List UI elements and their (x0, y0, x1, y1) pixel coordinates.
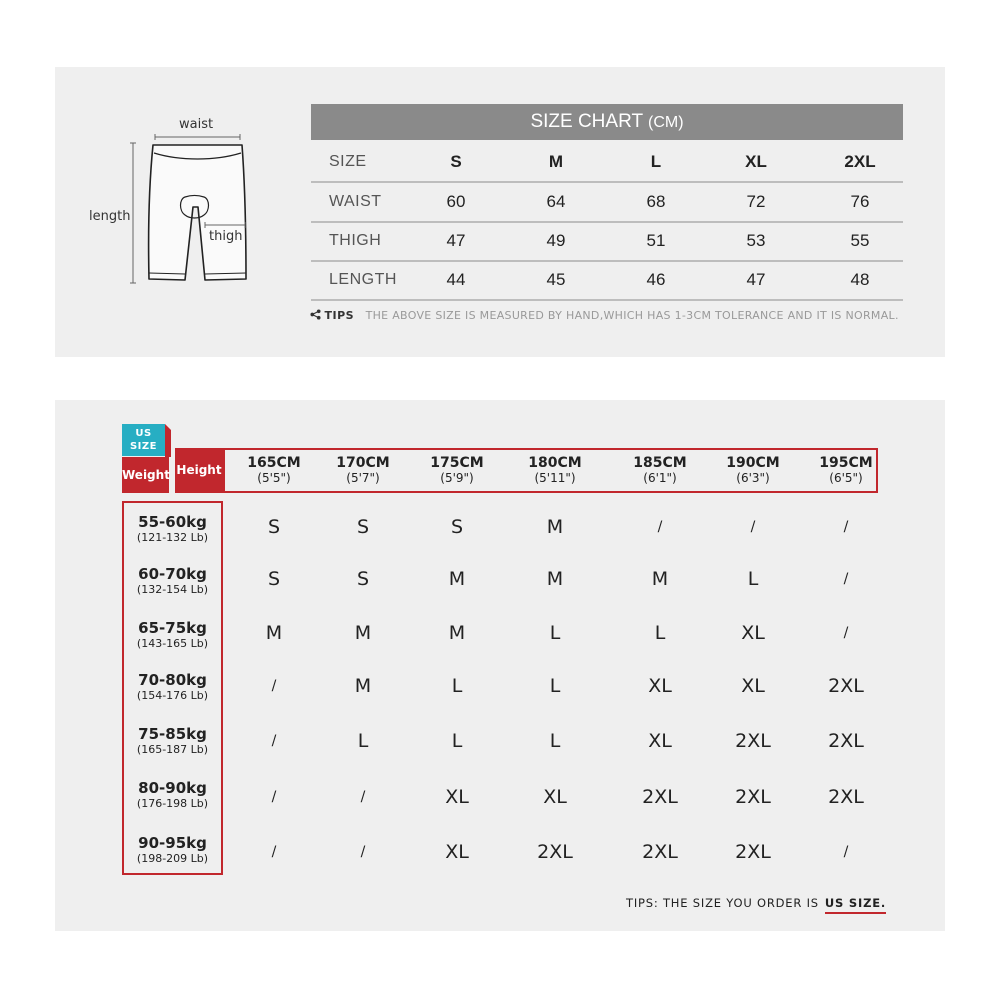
size-grid-cell: 2XL (537, 841, 573, 863)
size-grid-cell: / (843, 519, 849, 535)
height-cm: 190CM (726, 455, 780, 471)
size-grid-cell: M (651, 568, 669, 590)
size-header-s: S (450, 152, 462, 171)
weight-kg: 60-70kg (138, 565, 207, 583)
weight-lb: (165-187 Lb) (136, 743, 209, 756)
size-grid-cell: / (843, 571, 849, 587)
size-grid-cell: XL (741, 675, 765, 697)
size-grid-cell: XL (543, 786, 567, 808)
us-size-tips (626, 896, 886, 910)
length-label: length (89, 209, 131, 224)
size-grid-cell: XL (445, 841, 469, 863)
weight-cell (122, 726, 223, 756)
thigh-row (311, 221, 903, 262)
size-grid-cell: / (750, 519, 756, 535)
weight-lb: (121-132 Lb) (136, 531, 209, 544)
length-row (311, 260, 903, 301)
cell: 44 (446, 270, 466, 289)
size-grid-cell: M (546, 568, 564, 590)
cell: 49 (546, 231, 566, 250)
height-cm: 185CM (633, 455, 687, 471)
weight-cell (122, 672, 223, 702)
size-chart-unit: (CM) (648, 114, 684, 131)
size-grid-cell: S (356, 516, 370, 538)
height-cell (224, 456, 324, 485)
size-grid-cell: / (657, 519, 663, 535)
size-chart-title-text: SIZE CHART (530, 111, 643, 132)
us-size-tips-text: TIPS: THE SIZE YOU ORDER IS (626, 896, 819, 910)
share-icon (310, 309, 321, 320)
size-grid-cell: XL (741, 622, 765, 644)
size-grid-cell: / (843, 625, 849, 641)
size-chart-panel (55, 67, 945, 357)
height-cell (610, 456, 710, 485)
height-cm: 195CM (819, 455, 873, 471)
us-size-panel (55, 400, 945, 931)
size-grid-cell: 2XL (828, 730, 864, 752)
weight-cell (122, 780, 223, 810)
size-header-2xl: 2XL (844, 152, 876, 171)
weight-kg: 55-60kg (138, 513, 207, 531)
size-grid-cell: L (451, 730, 463, 752)
row-label: WAIST (329, 193, 382, 210)
weight-lb: (176-198 Lb) (136, 797, 209, 810)
height-ft: (6'5") (829, 471, 863, 485)
size-grid-cell: L (654, 622, 666, 644)
height-cell (505, 456, 605, 485)
size-header-m: M (548, 152, 564, 171)
size-grid-cell: S (356, 568, 370, 590)
height-ft: (5'5") (257, 471, 291, 485)
size-chart-title (311, 104, 903, 140)
row-label: LENGTH (329, 271, 397, 288)
waist-label: waist (179, 117, 214, 132)
height-cell (703, 456, 803, 485)
weight-cell (122, 566, 223, 596)
size-header-label: SIZE (329, 153, 367, 170)
size-grid-cell: / (360, 789, 366, 805)
height-cm: 180CM (528, 455, 582, 471)
cell: 45 (546, 270, 566, 289)
size-grid-cell: / (843, 844, 849, 860)
size-grid-cell: 2XL (642, 841, 678, 863)
size-grid-cell: M (265, 622, 283, 644)
cell: 48 (850, 270, 870, 289)
tips-text: THE ABOVE SIZE IS MEASURED BY HAND,WHICH HAS 1-3CM TOLERANCE AND IT IS NORMAL. (365, 309, 899, 322)
cell: 55 (850, 231, 870, 250)
size-grid-cell: S (267, 516, 281, 538)
cell: 68 (646, 192, 666, 211)
size-header-xl: XL (745, 152, 767, 171)
weight-kg: 80-90kg (138, 779, 207, 797)
waist-row (311, 182, 903, 223)
height-cell (407, 456, 507, 485)
height-ft: (5'9") (440, 471, 474, 485)
size-grid-cell: 2XL (828, 786, 864, 808)
height-cell (313, 456, 413, 485)
cell: 72 (746, 192, 766, 211)
size-grid-cell: L (747, 568, 759, 590)
size-grid-cell: 2XL (735, 730, 771, 752)
size-grid-cell: L (549, 622, 561, 644)
size-grid-cell: XL (648, 730, 672, 752)
height-cell (796, 456, 896, 485)
size-grid-cell: S (450, 516, 464, 538)
cell: 47 (446, 231, 466, 250)
height-cm: 170CM (336, 455, 390, 471)
tips-line (310, 309, 899, 322)
height-label: Height (175, 448, 223, 493)
cell: 76 (850, 192, 870, 211)
size-grid-cell: M (448, 568, 466, 590)
row-label: THIGH (329, 232, 382, 249)
cell: 64 (546, 192, 566, 211)
height-cm: 175CM (430, 455, 484, 471)
size-grid-cell: M (354, 622, 372, 644)
size-grid-cell: / (271, 678, 277, 694)
size-grid-cell: M (546, 516, 564, 538)
us-size-badge: US SIZE (122, 424, 165, 456)
height-cm: 165CM (247, 455, 301, 471)
height-ft: (5'11") (534, 471, 576, 485)
size-grid-cell: 2XL (642, 786, 678, 808)
weight-lb: (143-165 Lb) (136, 637, 209, 650)
weight-lb: (132-154 Lb) (136, 583, 209, 596)
size-grid-cell: / (360, 844, 366, 860)
size-grid-cell: 2XL (828, 675, 864, 697)
weight-kg: 65-75kg (138, 619, 207, 637)
thigh-label: thigh (209, 229, 243, 244)
weight-lb: (198-209 Lb) (136, 852, 209, 865)
cell: 53 (746, 231, 766, 250)
size-grid-cell: / (271, 789, 277, 805)
size-header-l: L (650, 152, 662, 171)
size-grid-cell: L (357, 730, 369, 752)
size-grid-cell: M (448, 622, 466, 644)
weight-kg: 75-85kg (138, 725, 207, 743)
cell: 46 (646, 270, 666, 289)
size-grid-cell: 2XL (735, 841, 771, 863)
height-ft: (6'3") (736, 471, 770, 485)
cell: 51 (646, 231, 666, 250)
us-size-highlight: US SIZE. (825, 896, 886, 914)
size-grid-cell: XL (445, 786, 469, 808)
size-grid-cell: S (267, 568, 281, 590)
badge-corner (165, 424, 171, 457)
size-grid-cell: / (271, 733, 277, 749)
tips-label: TIPS (324, 309, 355, 322)
size-grid-cell: L (451, 675, 463, 697)
size-grid-cell: L (549, 730, 561, 752)
weight-cell (122, 620, 223, 650)
weight-cell (122, 514, 223, 544)
weight-kg: 90-95kg (138, 834, 207, 852)
size-grid-cell: XL (648, 675, 672, 697)
weight-cell (122, 835, 223, 865)
size-grid-cell: L (549, 675, 561, 697)
height-ft: (6'1") (643, 471, 677, 485)
size-header-row (311, 142, 903, 183)
height-ft: (5'7") (346, 471, 380, 485)
weight-lb: (154-176 Lb) (136, 689, 209, 702)
size-grid-cell: / (271, 844, 277, 860)
weight-kg: 70-80kg (138, 671, 207, 689)
cell: 47 (746, 270, 766, 289)
size-grid-cell: 2XL (735, 786, 771, 808)
size-grid-cell: M (354, 675, 372, 697)
weight-label: Weight (122, 457, 169, 493)
cell: 60 (446, 192, 466, 211)
